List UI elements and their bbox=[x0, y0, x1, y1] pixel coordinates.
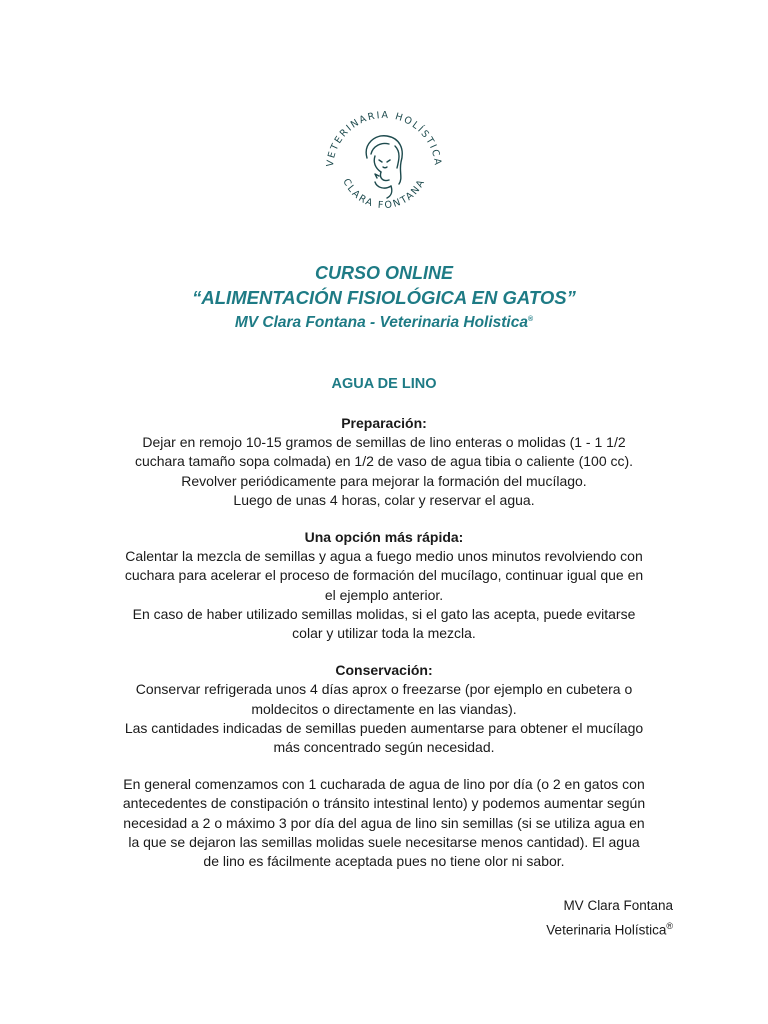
course-author bbox=[0, 310, 768, 333]
author-text: MV Clara Fontana - Veterinaria Holistica bbox=[234, 314, 528, 332]
opcion-rapida-line: En caso de haber utilizado semillas molidas, si el gato las acepta, puede evitarse bbox=[132, 605, 636, 622]
general-line: En general comenzamos con 1 cucharada de agua de lino por día (o 2 en gatos con bbox=[123, 776, 645, 793]
opcion-rapida-heading: Una opción más rápida: bbox=[304, 529, 464, 546]
course-label: CURSO ONLINE bbox=[314, 263, 453, 283]
signature-registered-mark: ® bbox=[666, 921, 673, 931]
general-line: antecedentes de constipación o tránsito intestinal lento) y podemos aumentar según bbox=[122, 795, 646, 812]
general-line: de lino es fácilmente aceptada pues no tiene olor ni sabor. bbox=[203, 853, 565, 870]
recipe-body bbox=[88, 414, 680, 871]
course-header bbox=[0, 262, 768, 333]
signature-title: Veterinaria Holística bbox=[546, 922, 667, 938]
opcion-rapida-line: colar y utilizar toda la mezcla. bbox=[292, 625, 476, 642]
general-line: necesidad a 2 o máximo 3 por día del agua de lino sin semillas (si se utiliza agua en bbox=[123, 814, 645, 831]
logo-top-text: VETERINARIA HOLÍSTICA bbox=[324, 109, 444, 168]
conservacion-line: Conservar refrigerada unos 4 días aprox o freezarse (por ejemplo en cubetera o bbox=[135, 681, 633, 698]
signature-title-line bbox=[546, 916, 673, 941]
preparacion-line: Revolver periódicamente para mejorar la formación del mucílago. bbox=[181, 472, 587, 489]
signature-name: MV Clara Fontana bbox=[563, 898, 673, 913]
conservacion-heading: Conservación: bbox=[335, 662, 433, 679]
conservacion-line: más concentrado según necesidad. bbox=[273, 739, 495, 756]
section-title: AGUA DE LINO bbox=[331, 376, 437, 392]
logo bbox=[311, 96, 457, 242]
conservacion-line: moldecitos o directamente en las viandas). bbox=[251, 700, 517, 717]
opcion-rapida-line: el ejemplo anterior. bbox=[324, 586, 444, 603]
preparacion-heading: Preparación: bbox=[341, 415, 427, 431]
logo-emblem bbox=[311, 96, 457, 242]
preparacion-line: cuchara tamaño sopa colmada) en 1/2 de vaso de agua tibia o caliente (100 cc). bbox=[134, 453, 634, 470]
preparacion-line: Dejar en remojo 10-15 gramos de semillas de lino enteras o molidas (1 - 1 1/2 bbox=[142, 434, 626, 451]
preparacion-line: Luego de unas 4 horas, colar y reservar el agua. bbox=[233, 491, 535, 508]
course-title: “ALIMENTACIÓN FISIOLÓGICA EN GATOS” bbox=[192, 287, 576, 308]
general-line: la que se dejaron las semillas molidas suele necesitarse menos cantidad). El agua bbox=[128, 833, 640, 850]
woman-cat-line-art-icon bbox=[366, 136, 402, 198]
signature bbox=[546, 896, 673, 941]
opcion-rapida-line: cuchara para acelerar el proceso de formación del mucílago, continuar igual que en bbox=[124, 567, 644, 584]
logo-bottom-text: CLARA FONTANA bbox=[340, 176, 428, 212]
conservacion-line: Las cantidades indicadas de semillas pueden aumentarse para obtener el mucílago bbox=[124, 719, 644, 736]
registered-mark: ® bbox=[527, 316, 534, 323]
opcion-rapida-line: Calentar la mezcla de semillas y agua a fuego medio unos minutos revolviendo con bbox=[125, 548, 643, 565]
